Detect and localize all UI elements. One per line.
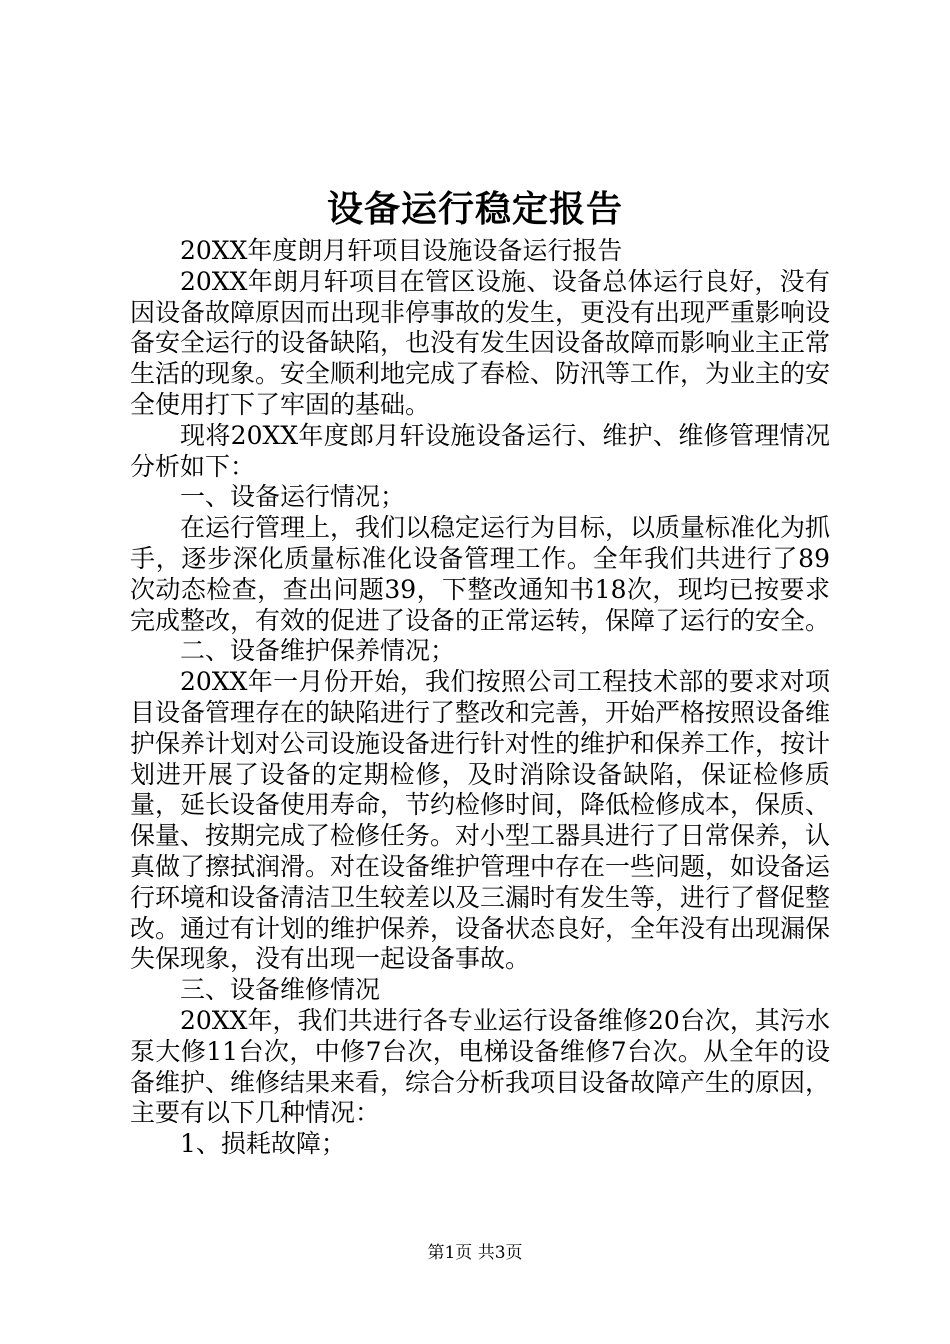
report-subtitle-paragraph: 20XX年度朗月轩项目设施设备运行报告 [180,236,623,265]
section-heading-repair: 三、设备维修情况 [180,975,381,1005]
section-heading-operation: 一、设备运行情况； [180,482,406,512]
operation-paragraph: 在运行管理上，我们以稳定运行为目标，以质量标准化为抓手，逐步深化质量标准化设备管理工作。全年我们共进行了89次动态检查，查出问题39，下整改通知书18次，现均已按要求完成整改，有效的促进了设备的正常运转，保障了运行的安全。 [130,513,831,635]
document-title: 设备运行稳定报告 [326,188,623,230]
analysis-intro-paragraph: 现将20XX年度郎月轩设施设备运行、维护、维修管理情况分析如下： [130,420,830,481]
repair-paragraph: 20XX年，我们共进行各专业运行设备维修20台次，其污水泵大修11台次，中修7台次，电梯设备维修7台次。从全年的设备维护、维修结果来看，综合分析我项目设备故障产生的原因，主要有以下几种情况： [130,1005,831,1128]
fault-type-item: 1、损耗故障； [180,1129,346,1159]
overview-paragraph: 20XX年朗月轩项目在管区设施、设备总体运行良好，没有因设备故障原因而出现非停事故的发生，更没有出现严重影响设备安全运行的设备缺陷，也没有发生因设备故障而影响业主正常生活的现象。安全顺利地完成了春检、防汛等工作，为业主的安全使用打下了牢固的基础。 [130,266,831,419]
maintenance-paragraph: 20XX年一月份开始，我们按照公司工程技术部的要求对项目设备管理存在的缺陷进行了整改和完善，开始严格按照设备维护保养计划对公司设施设备进行针对性的维护和保养工作，按计划进开展了设备的定期检修，及时消除设备缺陷，保证检修质量，延长设备使用寿命，节约检修时间，降低检修成本，保质、保量、按期完成了检修任务。对小型工器具进行了日常保养，认真做了擦拭润滑。对在设备维护管理中存在一些问题，如设备运行环境和设备清洁卫生较差以及三漏时有发生等，进行了督促整改。通过有计划的维护保养，设备状态良好，全年没有出现漏保失保现象，没有出现一起设备事故。 [130,667,831,974]
page-footer: 第1页 共3页 [427,1243,523,1263]
document-body [130,236,830,1160]
section-heading-maintenance: 二、设备维护保养情况； [180,636,456,666]
